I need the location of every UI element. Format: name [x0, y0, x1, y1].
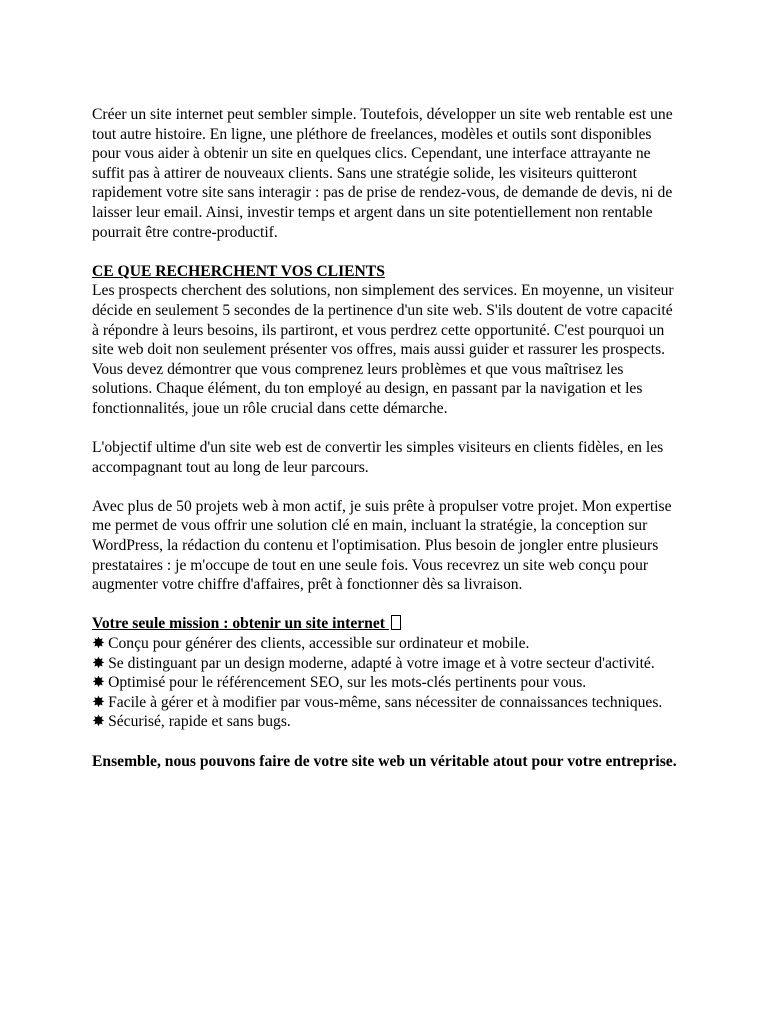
star-bullet-icon: ✸: [92, 713, 106, 731]
mission-list: [92, 634, 682, 732]
missing-glyph-icon: [391, 615, 401, 630]
list-item-text: Se distinguant par un design moderne, adapté à votre image et à votre secteur d'activité.: [108, 654, 655, 672]
list-item: [92, 673, 682, 693]
list-item-text: Optimisé pour le référencement SEO, sur les mots-clés pertinents pour vous.: [108, 674, 587, 692]
list-item: [92, 693, 682, 713]
spacer: [92, 242, 682, 262]
star-bullet-icon: ✸: [92, 635, 106, 653]
star-bullet-icon: ✸: [92, 654, 106, 672]
list-item: [92, 634, 682, 654]
star-bullet-icon: ✸: [92, 674, 106, 692]
list-item: [92, 712, 682, 732]
closing-statement: Ensemble, nous pouvons faire de votre site web un véritable atout pour votre entreprise.: [92, 752, 677, 770]
list-item-text: Sécurisé, rapide et sans bugs.: [108, 713, 291, 731]
spacer: [92, 419, 682, 439]
spacer: [92, 595, 682, 615]
list-item-text: Facile à gérer et à modifier par vous-même, sans nécessiter de connaissances techniques.: [108, 693, 663, 711]
list-item: [92, 654, 682, 674]
spacer: [92, 477, 682, 497]
clients-paragraph: Les prospects cherchent des solutions, non simplement des services. En moyenne, un visiteur décide en seulement 5 secondes de la pertinence d'un site web. S'ils doutent de votre capacité à répondre à leurs besoins, ils partiront, et vous perdrez cette opportunité. C'est pourquoi un site web doit non seulement présenter vos offres, mais aussi guider et rassurer les prospects. Vous devez démontrer que vous comprenez leurs problèmes et que vous maîtrisez les solutions. Chaque élément, du ton employé au design, en passant par la navigation et les fonctionnalités, joue un rôle crucial dans cette démarche.: [92, 282, 674, 417]
mission-heading: [92, 614, 682, 634]
document-page: [92, 105, 682, 771]
experience-paragraph: Avec plus de 50 projets web à mon actif, je suis prête à propulser votre projet. Mon expertise me permet de vous offrir une solution clé en main, incluant la stratégie, la conception sur WordPress, la rédaction du contenu et l'optimisation. Plus besoin de jongler entre plusieurs prestataires : je m'occupe de tout en une seule fois. Vous recevrez un site web conçu pour augmenter votre chiffre d'affaires, prêt à fonctionner dès sa livraison.: [92, 497, 672, 594]
star-bullet-icon: ✸: [92, 693, 106, 711]
section-heading-clients: CE QUE RECHERCHENT VOS CLIENTS: [92, 262, 385, 280]
spacer: [92, 732, 682, 752]
objective-paragraph: L'objectif ultime d'un site web est de convertir les simples visiteurs en clients fidèles, en les accompagnant tout au long de leur parcours.: [92, 439, 664, 476]
mission-heading-text: Votre seule mission : obtenir un site internet: [92, 615, 385, 633]
list-item-text: Conçu pour générer des clients, accessible sur ordinateur et mobile.: [108, 635, 530, 653]
intro-paragraph: Créer un site internet peut sembler simple. Toutefois, développer un site web rentable est une tout autre histoire. En ligne, une pléthore de freelances, modèles et outils sont disponibles pour vous aider à obtenir un site en quelques clics. Cependant, une interface attrayante ne suffit pas à attirer de nouveaux clients. Sans une stratégie solide, les visiteurs quitteront rapidement votre site sans interagir : pas de prise de rendez-vous, de demande de devis, ni de laisser leur email. Ainsi, investir temps et argent dans un site potentiellement non rentable pourrait être contre-productif.: [92, 106, 673, 241]
